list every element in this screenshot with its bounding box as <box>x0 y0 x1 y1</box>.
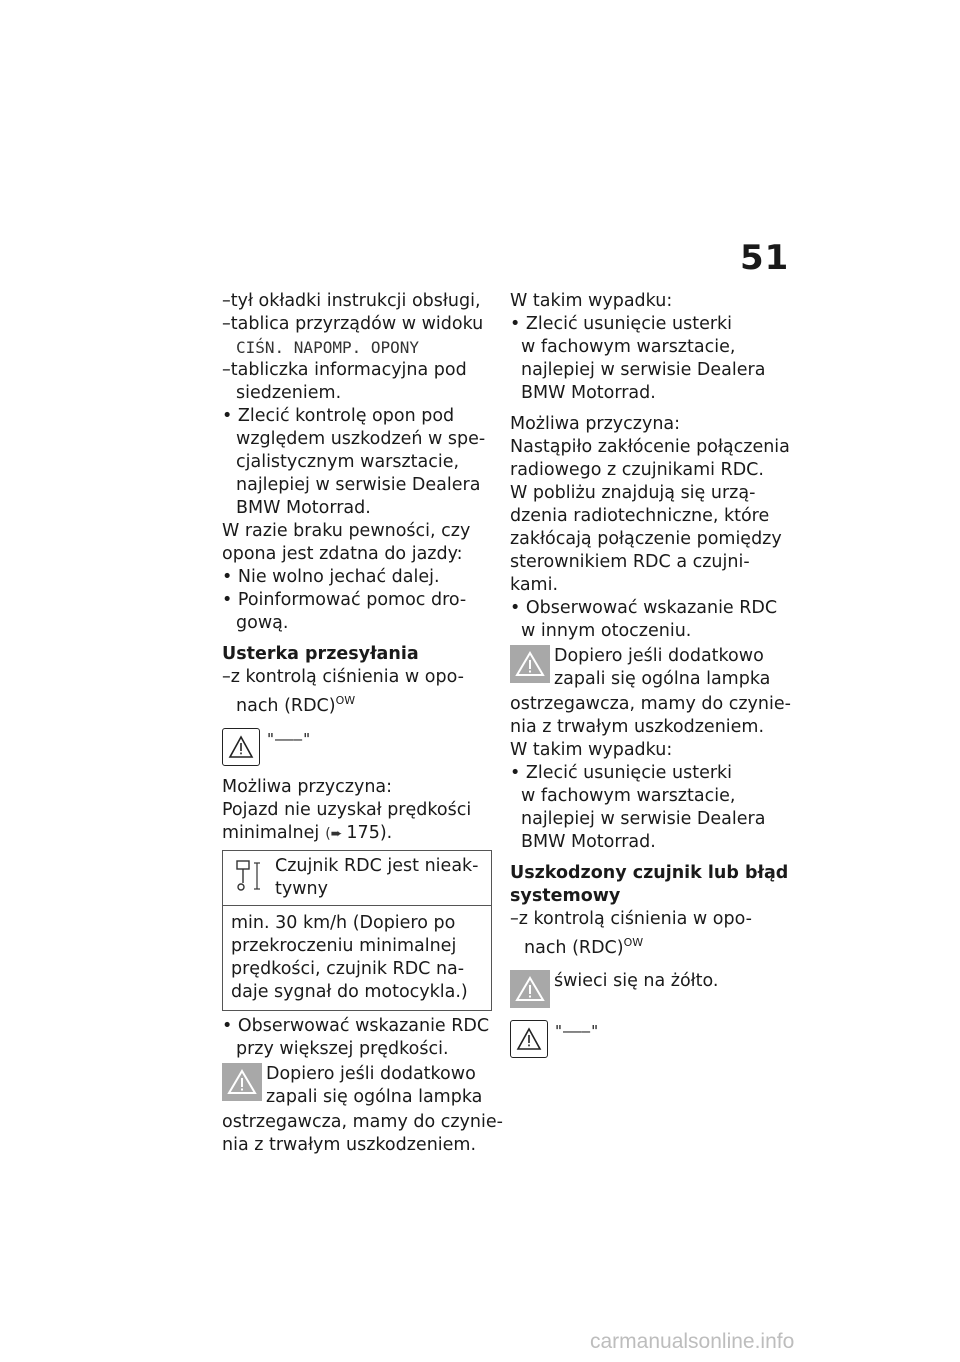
text-line: zakłócają połączenie pomiędzy <box>510 529 782 549</box>
bullet-item: • Zlecić usunięcie usterki <box>510 314 733 334</box>
text-line: najlepiej w serwisie Dealera <box>521 360 766 380</box>
text-line: nach (RDC)$^{OW}$ <box>236 694 356 716</box>
text-line: dzenia radiotechniczne, które <box>510 506 770 526</box>
text-line: gową. <box>236 613 289 633</box>
bullet-item: • Obserwować wskazanie RDC <box>510 598 778 618</box>
text-line: Dopiero jeśli dodatkowo <box>266 1063 476 1084</box>
general-warning-lamp-icon <box>222 1063 262 1101</box>
warning-display-row <box>510 1020 782 1058</box>
warning-triangle-icon <box>222 728 260 766</box>
box-text-line: prędkości, czujnik RDC na- <box>231 958 465 979</box>
section-heading: Uszkodzony czujnik lub błąd <box>510 863 789 883</box>
text-line: najlepiej w serwisie Dealera <box>521 809 766 829</box>
text-line: cjalistycznym warsztacie, <box>236 452 460 472</box>
text-line: zapali się ogólna lampka <box>554 669 771 689</box>
text-line: opona jest zdatna do jazdy: <box>222 544 463 564</box>
warning-display-row <box>222 728 492 766</box>
warning-lamp-row <box>510 970 782 1008</box>
box-text-line: min. 30 km/h (Dopiero po <box>231 912 456 933</box>
warning-lamp-row <box>222 1063 492 1109</box>
text-line: BMW Motorrad. <box>236 498 371 518</box>
bullet-item: • Nie wolno jechać dalej. <box>222 567 440 587</box>
text-line: Możliwa przyczyna: <box>222 776 393 797</box>
watermark: carmanualsonline.info <box>590 1330 795 1353</box>
bullet-item: • Zlecić usunięcie usterki <box>510 763 733 783</box>
text-line: W pobliżu znajdują się urzą- <box>510 483 756 503</box>
left-column <box>222 290 503 1157</box>
text-line: W takim wypadku: <box>510 740 673 760</box>
display-text: CIŚN. NAPOMP. OPONY <box>236 338 420 357</box>
text-line: najlepiej w serwisie Dealera <box>236 475 481 495</box>
text-line: względem uszkodzeń w spe- <box>236 429 486 449</box>
tire-sensor-icon <box>229 855 263 895</box>
dash-display: "–––" <box>266 729 312 748</box>
text-line: siedzeniem. <box>236 383 342 403</box>
text-line: zapali się ogólna lampka <box>266 1086 483 1107</box>
text-line: –z kontrolą ciśnienia w opo- <box>222 667 464 687</box>
text-line: nia z trwałym uszkodzeniem. <box>510 717 765 737</box>
text-line: W takim wypadku: <box>510 291 673 311</box>
text-line: przy większej prędkości. <box>236 1038 449 1059</box>
text-line: Nastąpiło zakłócenie połączenia <box>510 437 790 457</box>
text-line: sterownikiem RDC a czujni- <box>510 552 750 572</box>
text-line: świeci się na żółto. <box>554 970 719 991</box>
general-warning-lamp-icon <box>510 970 550 1008</box>
section-heading: systemowy <box>510 886 621 906</box>
general-warning-lamp-icon <box>510 645 550 683</box>
text-line: kami. <box>510 575 559 595</box>
warning-lamp-row <box>510 645 782 691</box>
box-title-line: Czujnik RDC jest nieak- <box>275 855 479 876</box>
warning-triangle-icon <box>510 1020 548 1058</box>
text-line: w fachowym warsztacie, <box>521 337 736 357</box>
text-line: W razie braku pewności, czy <box>222 521 471 541</box>
text-line: nia z trwałym uszkodzeniem. <box>222 1134 477 1155</box>
text-line: –z kontrolą ciśnienia w opo- <box>510 909 752 929</box>
text-line: w fachowym warsztacie, <box>521 786 736 806</box>
text-line: –tablica przyrządów w widoku <box>222 314 484 334</box>
text-line: ostrzegawcza, mamy do czynie- <box>510 694 791 714</box>
section-heading: Usterka przesyłania <box>222 644 419 664</box>
dash-display: "–––" <box>554 1021 600 1040</box>
text-line: –tył okładki instrukcji obsługi, <box>222 291 481 311</box>
text-line: BMW Motorrad. <box>521 832 656 852</box>
box-text-line: daje sygnał do motocykla.) <box>231 981 468 1002</box>
bullet-item: • Obserwować wskazanie RDC <box>222 1015 490 1036</box>
box-title-line: tywny <box>275 878 328 899</box>
bullet-item: • Zlecić kontrolę opon pod <box>222 406 455 426</box>
page-number: 51 <box>740 238 790 278</box>
info-box <box>222 850 492 1011</box>
text-line: w innym otoczeniu. <box>521 621 692 641</box>
text-line: –tabliczka informacyjna pod <box>222 360 467 380</box>
text-line: Dopiero jeśli dodatkowo <box>554 646 764 666</box>
right-column <box>510 290 791 1060</box>
text-line: minimalnej (➨ 175). <box>222 822 492 846</box>
text-line: radiowego z czujnikami RDC. <box>510 460 764 480</box>
text-line: nach (RDC)$^{OW}$ <box>524 936 644 958</box>
bullet-item: • Poinformować pomoc dro- <box>222 590 467 610</box>
page-reference-arrow-icon: (➨ <box>325 825 343 842</box>
text-line: BMW Motorrad. <box>521 383 656 403</box>
text-line: ostrzegawcza, mamy do czynie- <box>222 1111 503 1132</box>
box-text-line: przekroczeniu minimalnej <box>231 935 457 956</box>
text-line: Pojazd nie uzyskał prędkości <box>222 799 472 820</box>
text-line: Możliwa przyczyna: <box>510 414 681 434</box>
